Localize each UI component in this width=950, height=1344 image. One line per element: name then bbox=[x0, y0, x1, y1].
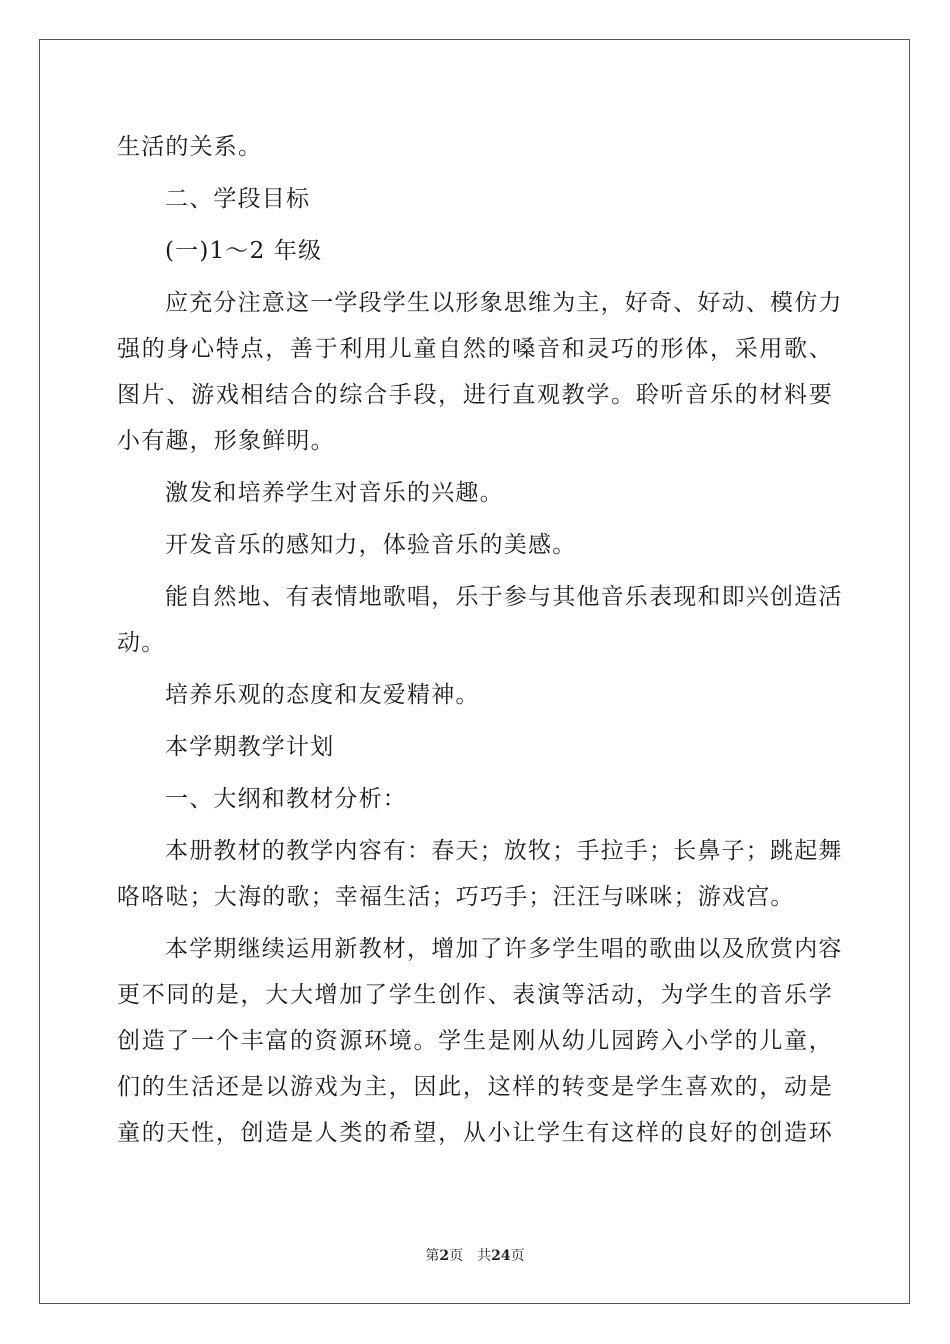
text-line: 应充分注意这一学段学生以形象思维为主，好奇、好动、模仿力 bbox=[165, 290, 843, 316]
text-line: 图片、游戏相结合的综合手段，进行直观教学。聆听音乐的材料要 bbox=[117, 382, 833, 408]
page-prefix: 第 bbox=[425, 1248, 440, 1264]
text-line: 本学期继续运用新教材，增加了许多学生唱的歌曲以及欣赏内容 bbox=[165, 936, 843, 962]
total-pages: 24 bbox=[491, 1248, 511, 1264]
page-number: 2 bbox=[439, 1248, 450, 1264]
text-line: 能自然地、有表情地歌唱，乐于参与其他音乐表现和即兴创造活 bbox=[165, 584, 843, 610]
text-line: 创造了一个丰富的资源环境。学生是刚从幼儿园跨入小学的儿童， bbox=[117, 1028, 833, 1054]
text-line: 童的天性，创造是人类的希望，从小让学生有这样的良好的创造环 bbox=[117, 1120, 833, 1146]
text-line: 生活的关系。 bbox=[117, 134, 263, 160]
text-line: 培养乐观的态度和友爱精神。 bbox=[165, 682, 480, 708]
text-line: 强的身心特点，善于利用儿童自然的嗓音和灵巧的形体，采用歌、 bbox=[117, 336, 833, 362]
total-suffix: 页 bbox=[510, 1248, 525, 1264]
total-prefix: 共 bbox=[477, 1248, 492, 1264]
text-line: 更不同的是，大大增加了学生创作、表演等活动，为学生的音乐学 bbox=[117, 982, 833, 1008]
page-suffix: 页 bbox=[449, 1248, 464, 1264]
text-line: 动。 bbox=[117, 630, 166, 656]
text-line: 咯咯哒；大海的歌；幸福生活；巧巧手；汪汪与咪咪；游戏宫。 bbox=[117, 884, 795, 910]
text-line: 本册教材的教学内容有：春天；放牧；手拉手；长鼻子；跳起舞 bbox=[165, 838, 843, 864]
page-footer bbox=[0, 1246, 950, 1266]
text-line: 小有趣，形象鲜明。 bbox=[117, 428, 335, 454]
section-heading: 本学期教学计划 bbox=[165, 734, 335, 760]
section-heading: 一、大纲和教材分析： bbox=[165, 786, 407, 812]
text-line: 激发和培养学生对音乐的兴趣。 bbox=[165, 480, 504, 506]
text-line: 们的生活还是以游戏为主，因此，这样的转变是学生喜欢的，动是 bbox=[117, 1074, 833, 1100]
subsection-heading: (一)1～2 年级 bbox=[165, 238, 323, 264]
text-line: 开发音乐的感知力，体验音乐的美感。 bbox=[165, 532, 577, 558]
section-heading: 二、学段目标 bbox=[165, 186, 311, 212]
